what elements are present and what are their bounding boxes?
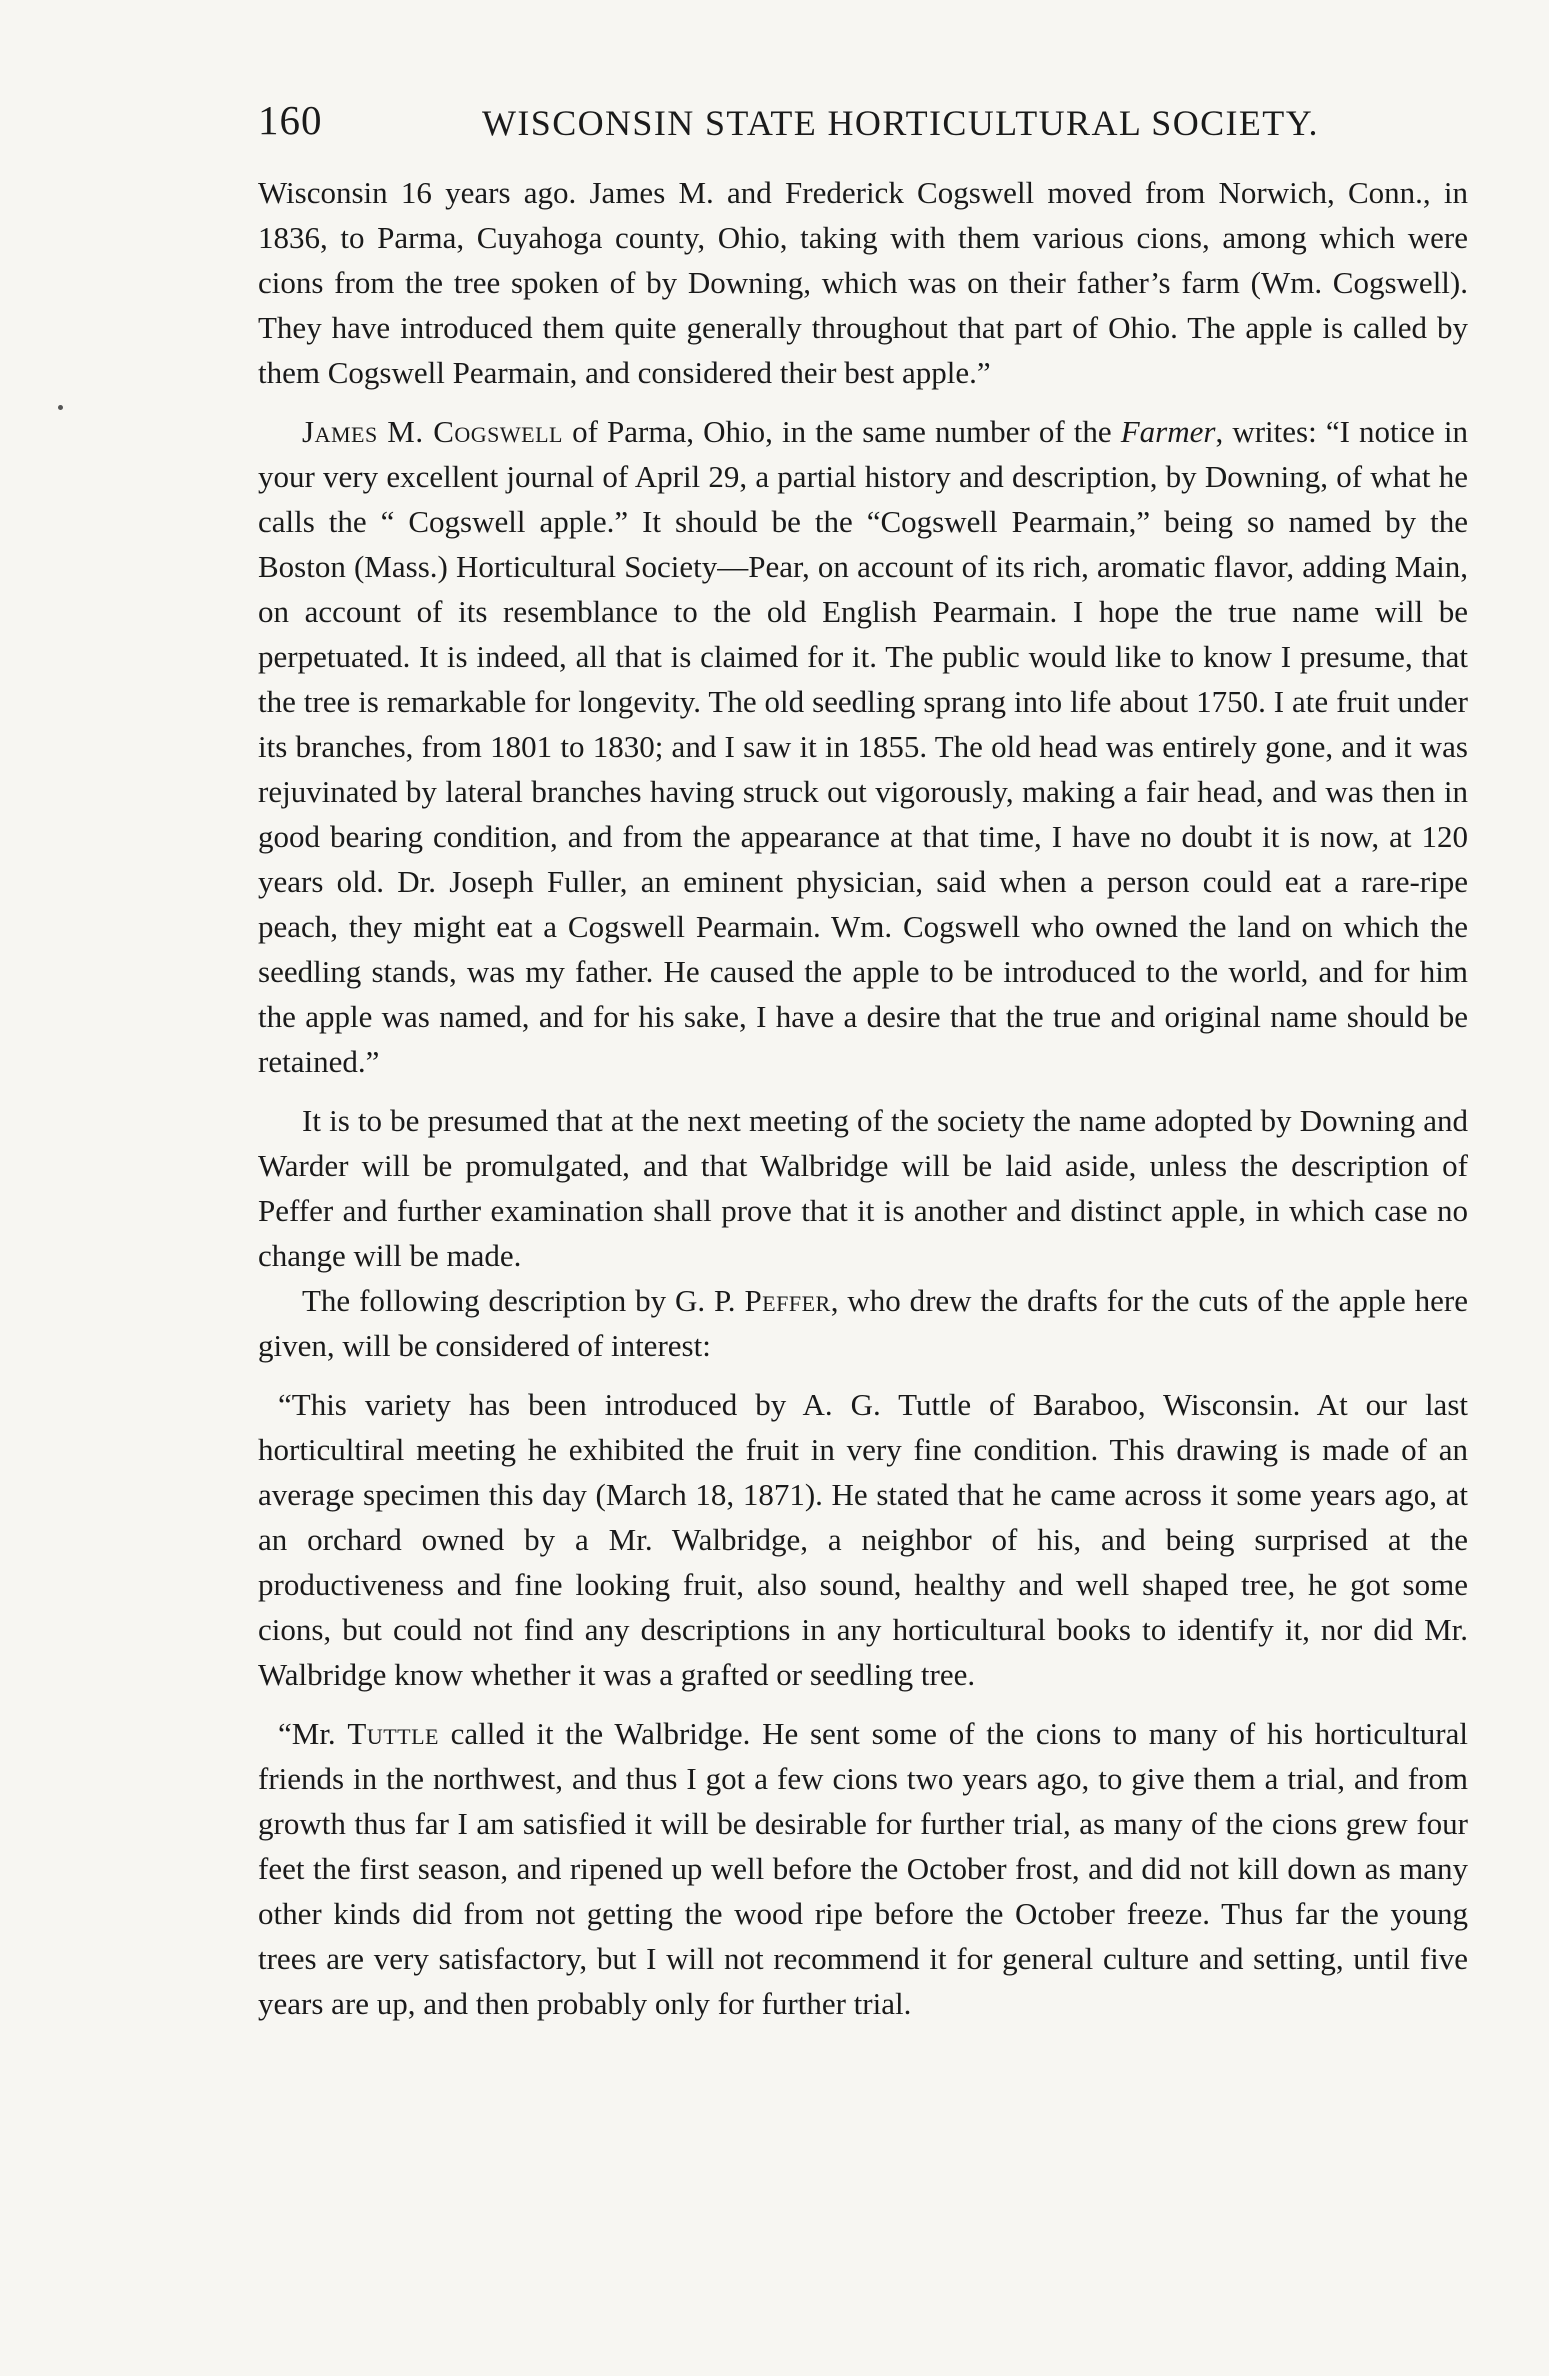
author-name: James M. Cogswell bbox=[302, 414, 563, 449]
page-header bbox=[258, 96, 1319, 150]
page-number: 160 bbox=[258, 97, 323, 143]
paragraph-tuttle bbox=[258, 1711, 1468, 2026]
paragraph-text: The following description by G. P. bbox=[302, 1283, 745, 1318]
paragraph-text: called it the Walbridge. He sent some of the cions to many of his horticultural friends in the northwest, and thus I got a few cions two years ago, to give them a trial, and from growth thus far I am satisfied it will be desirable for further trial, as many of the cions grew four feet the first season, and ripened up well before the October frost, and did not kill down as many other kinds did from not getting the wood ripe before the October freeze. Thus far the young trees are very satisfactory, but I will not recommend it for general culture and setting, until five years are up, and then probably only for further trial. bbox=[258, 1716, 1468, 2021]
person-name: Tuttle bbox=[347, 1716, 439, 1751]
paragraph-continuation: Wisconsin 16 years ago. James M. and Frederick Cogswell moved from Norwich, Conn., in 1836, to Parma, Cuyahoga county, Ohio, taking with them various cions, among which were cions from the tree spoken of by Downing, which was on their father’s farm (Wm. Cogswell). They have introduced them quite generally throughout that part of Ohio. The apple is called by them Cogswell Pearmain, and considered their best apple.” bbox=[258, 175, 1468, 390]
paragraph-text: “Mr. bbox=[278, 1716, 348, 1751]
paragraph-peffer-intro bbox=[258, 1278, 1468, 1368]
paragraph-text: , writes: “I notice in your very excellent journal of April 29, a partial history and description, by Downing, of what he calls the “ Cogswell apple.” It should be the “Cogswell Pearmain,” being so named by the Boston (Mass.) Horticultural Society—Pear, on account of its rich, aromatic flavor, adding Main, on account of its resemblance to the old English Pearmain. I hope the true name will be perpetuated. It is indeed, all that is claimed for it. The public would like to know I presume, that the tree is remarkable for longevity. The old seedling sprang into life about 1750. I ate fruit under its branches, from 1801 to 1830; and I saw it in 1855. The old head was entirely gone, and it was rejuvinated by lateral branches having struck out vigorously, making a fair head, and was then in good bearing condition, and from the appearance at that time, I have no doubt it is now, at 120 years old. Dr. Joseph Fuller, an eminent physician, said when a person could eat a rare-ripe peach, they might eat a Cogswell Pearmain. Wm. Cogswell who owned the land on which the seedling stands, was my father. He caused the apple to be introduced to the world, and for him the apple was named, and for his sake, I have a desire that the true and original name should be retained.” bbox=[258, 414, 1468, 1079]
author-name: Peffer bbox=[744, 1283, 831, 1318]
running-head: WISCONSIN STATE HORTICULTURAL SOCIETY. bbox=[482, 103, 1319, 143]
margin-speck bbox=[58, 405, 63, 410]
paragraph-description: “This variety has been introduced by A. G. Tuttle of Baraboo, Wisconsin. At our last horticultiral meeting he exhibited the fruit in very fine condition. This drawing is made of an average specimen this day (March 18, 1871). He stated that he came across it some years ago, at an orchard owned by a Mr. Walbridge, a neighbor of his, and being surprised at the productiveness and fine looking fruit, also sound, healthy and well shaped tree, he got some cions, but could not find any descriptions in any horticultural books to identify it, nor did Mr. Walbridge know whether it was a grafted or seedling tree. bbox=[258, 1387, 1468, 1692]
body-text bbox=[258, 170, 1468, 2040]
paragraph-text: of Parma, Ohio, in the same number of the bbox=[563, 414, 1121, 449]
journal-name: Farmer bbox=[1120, 414, 1216, 449]
paragraph-presumed: It is to be presumed that at the next meeting of the society the name adopted by Downing and Warder will be promulgated, and that Walbridge will be laid aside, unless the description of Peffer and further examination shall prove that it is another and distinct apple, in which case no change will be made. bbox=[258, 1103, 1468, 1273]
paragraph-text: , who drew the drafts for the cuts of the apple here given, will be considered of interest: bbox=[258, 1283, 1469, 1363]
paragraph-cogswell-letter bbox=[258, 409, 1468, 1084]
